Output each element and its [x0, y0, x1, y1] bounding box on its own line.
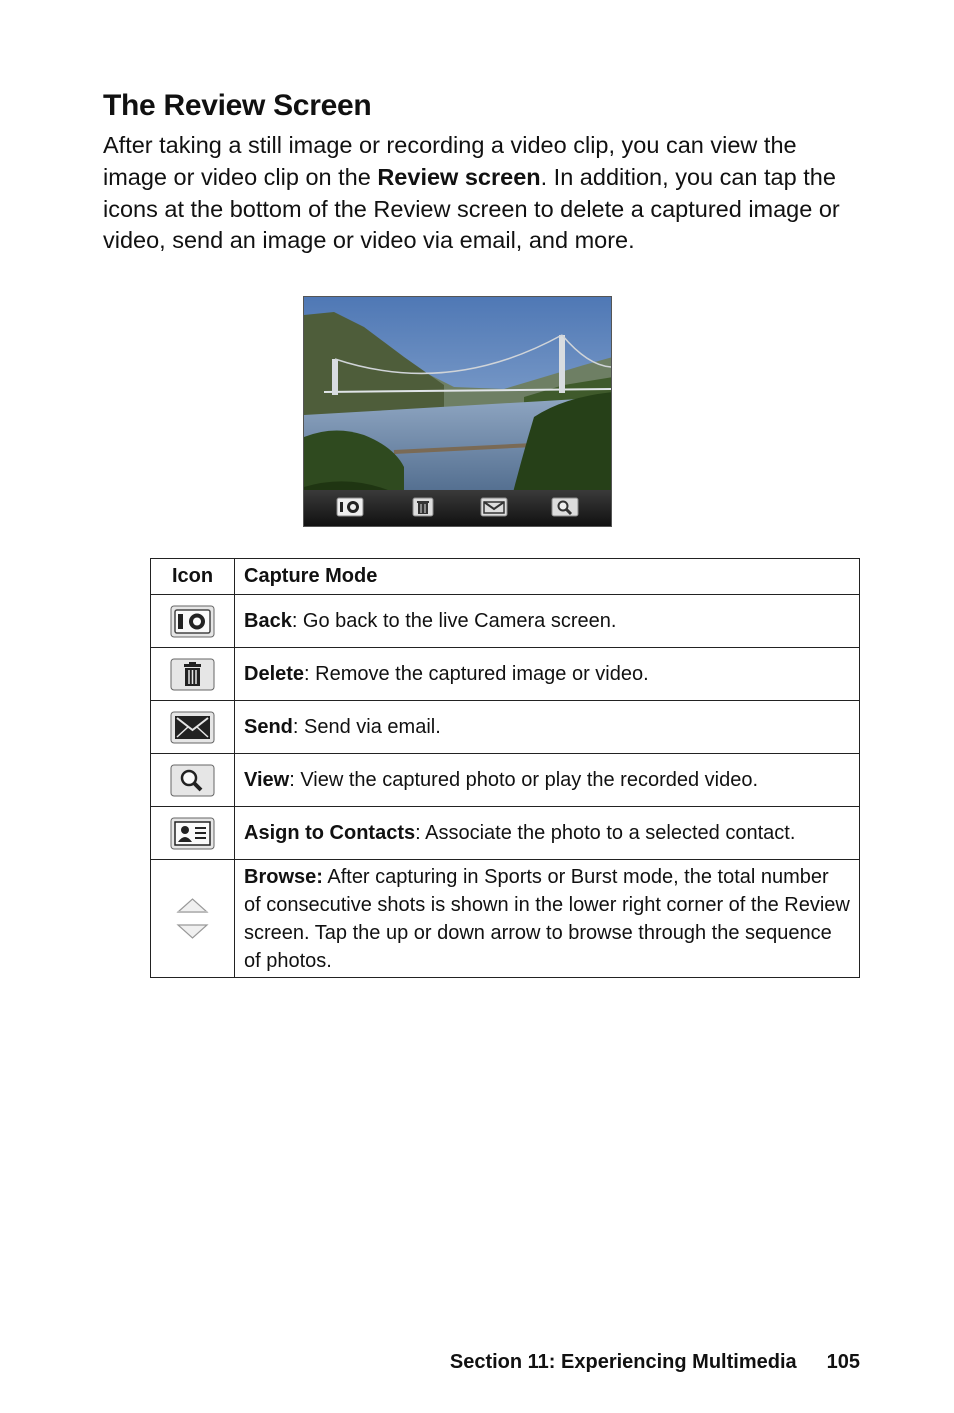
desc-back: : Go back to the live Camera screen. — [291, 609, 617, 632]
desc-browse: After capturing in Sports or Burst mode, the total number of consecutive shots is shown in the lower right corner of the Review screen. Tap the up or down arrow to browse through the sequence of photos. — [244, 865, 850, 972]
table-header-row — [151, 559, 860, 595]
trash-icon[interactable] — [409, 495, 437, 519]
header-icon: Icon — [151, 559, 235, 595]
desc-assign-contacts: : Associate the photo to a selected contact. — [415, 821, 796, 844]
envelope-icon[interactable] — [480, 495, 508, 519]
envelope-icon — [170, 711, 215, 744]
intro-bold-term: Review screen — [377, 163, 541, 190]
review-toolbar — [304, 490, 611, 526]
camera-icon — [170, 605, 215, 638]
table-row — [151, 754, 860, 807]
table-row — [151, 807, 860, 860]
header-capture-mode: Capture Mode — [235, 559, 860, 595]
intro-paragraph — [103, 130, 843, 257]
term-send: Send — [244, 715, 293, 738]
footer-section: Section 11: Experiencing Multimedia — [449, 1351, 797, 1373]
desc-send: : Send via email. — [292, 715, 441, 738]
page-number: 105 — [826, 1351, 860, 1373]
desc-view: : View the captured photo or play the recorded video. — [289, 768, 759, 791]
term-assign-contacts: Asign to Contacts — [244, 821, 416, 844]
camera-icon[interactable] — [336, 495, 364, 519]
table-row — [151, 595, 860, 648]
magnifier-icon — [170, 764, 215, 797]
page-footer — [450, 1351, 860, 1374]
term-view: View — [244, 768, 290, 791]
page-title: The Review Screen — [103, 89, 372, 122]
table-row — [151, 860, 860, 978]
term-back: Back — [244, 609, 292, 632]
intro-text-2: . In addition, you can tap the icons at the bottom of the Review screen to delete a captured image or video, send an image or video via email, and more. — [103, 163, 840, 254]
trash-icon — [170, 658, 215, 691]
contact-card-icon — [170, 817, 215, 850]
up-down-arrows-icon — [170, 891, 215, 947]
table-row — [151, 648, 860, 701]
table-row — [151, 701, 860, 754]
desc-delete: : Remove the captured image or video. — [304, 662, 649, 685]
review-icons-table — [150, 558, 860, 978]
intro-text-1: After taking a still image or recording a video clip, you can view the image or video clip on the — [103, 132, 797, 190]
term-delete: Delete — [244, 662, 305, 685]
review-screen-screenshot — [303, 296, 612, 527]
magnifier-icon[interactable] — [551, 495, 579, 519]
term-browse: Browse: — [244, 865, 323, 888]
